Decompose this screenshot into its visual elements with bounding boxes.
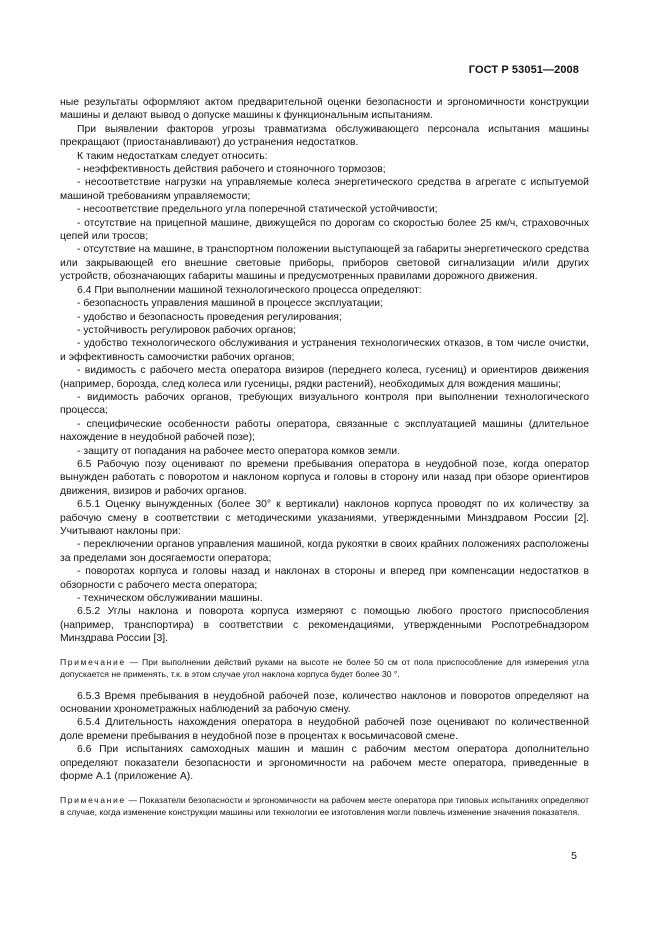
note-1 <box>60 656 589 680</box>
paragraph: - удобство технологического обслуживания и устранения технологических отказов, в том числе очистки, и эффективность самоочистки рабочих органов; <box>60 338 589 363</box>
note-2 <box>60 794 589 818</box>
paragraph: - техническом обслуживании машины. <box>77 593 263 605</box>
paragraph: 6.5.4 Длительность нахождения оператора в неудобной рабочей позе оценивают по количественной доле времени пребывания в неудобной позе в процентах к восьмичасовой смене. <box>60 717 589 742</box>
paragraph: - несоответствие предельного угла поперечной статической устойчивости; <box>77 204 438 216</box>
paragraph-group-secondary <box>60 690 589 784</box>
document-body <box>60 96 589 828</box>
paragraph: - видимость с рабочего места оператора визиров (переднего колеса, гусениц) и ориентиров движения (например, борозда, след колеса или гусеницы, рядки растений), необходимых для вождения машины; <box>60 365 589 390</box>
doc-code-header: ГОСТ Р 53051—2008 <box>468 64 579 76</box>
paragraph: - отсутствие на машине, в транспортном положении выступающей за габариты энергетического средства или закрывающей его внешние световые приборы, приборов световой сигнализации и/или других устройств, обозначающих габариты машины и предусмотренных правилами дорожного движения. <box>60 244 589 283</box>
paragraph: - поворотах корпуса и головы назад и наклонах в стороны и вперед при компенсации недостатков в обзорности с рабочего места оператора; <box>60 566 589 591</box>
paragraph: При выявлении факторов угрозы травматизма обслуживающего персонала испытания машины прекращают (приостанавливают) до устранения недостатков. <box>60 123 589 149</box>
paragraph: 6.5.1 Оценку вынужденных (более 30° к вертикали) наклонов корпуса проводят по их количеству за рабочую смену в соответствии с методическими указаниями, утвержденными Минздравом России [2]. Учитывают наклоны при: <box>60 499 589 537</box>
paragraph: - отсутствие на прицепной машине, движущейся по дорогам со скоростью более 25 км/ч, страховочных цепей или тросов; <box>60 217 589 243</box>
paragraph: - переключении органов управления машиной, когда рукоятки в своих крайних положениях расположены за пределами зон досягаемости оператора; <box>60 539 589 564</box>
paragraph: - защиту от попадания на рабочее место оператора комков земли. <box>77 445 400 457</box>
paragraph: - удобство и безопасность проведения регулирования; <box>77 311 342 323</box>
paragraph: 6.5.3 Время пребывания в неудобной рабочей позе, количество наклонов и поворотов определяют на основании хронометражных наблюдений за рабочую смену. <box>60 690 589 716</box>
paragraph: - специфические особенности работы оператора, связанные с эксплуатацией машины (длительное нахождение в неудобной рабочей позе); <box>60 418 589 444</box>
paragraph: - устойчивость регулировок рабочих органов; <box>77 324 297 336</box>
paragraph-group-main <box>60 96 589 646</box>
paragraph: 6.6 При испытаниях самоходных машин и машин с рабочим местом оператора дополнительно определяют показатели безопасности и эргономичности на рабочем месте оператора, приведенные в форме А.1 (приложение А). <box>60 744 589 783</box>
paragraph: 6.5 Рабочую позу оценивают по времени пребывания оператора в неудобной позе, когда оператор вынужден работать с поворотом и наклоном корпуса и головы в сторону или назад при обзоре ориентиров движения, визиров и рабочих органов. <box>60 458 589 497</box>
paragraph: - безопасность управления машиной в процессе эксплуатации; <box>77 298 383 310</box>
note-2-text: — Показатели безопасности и эргономичности на рабочем месте оператора при типовых испытаниях определяют в случае, когда изменение конструкции машины или технологии ее изготовления могли повлечь изменение значения показателя. <box>60 794 589 817</box>
paragraph: К таким недостаткам следует относить: <box>77 150 268 162</box>
note-1-text: — При выполнении действий руками на высоте не более 50 см от пола приспособление для измерения угла допускается не применять, т.к. в этом случае угол наклона корпуса будет более 30 °. <box>60 656 590 679</box>
paragraph: ные результаты оформляют актом предварительной оценки безопасности и эргономичности конструкции машины и делают вывод о допуске машины к функциональным испытаниям. <box>60 97 589 122</box>
page-number: 5 <box>571 850 577 862</box>
paragraph: 6.5.2 Углы наклона и поворота корпуса измеряют с помощью любого простого приспособления (например, транспортира) в соответствии с рекомендациями, утвержденными Роспотребнадзором Минздрава России [3]. <box>60 606 589 645</box>
paragraph: 6.4 При выполнении машиной технологического процесса определяют: <box>77 284 422 296</box>
note-2-label: Примечание <box>60 794 126 805</box>
paragraph: - видимость рабочих органов, требующих визуального контроля при выполнении технологического процесса; <box>60 391 589 417</box>
note-1-label: Примечание <box>60 656 126 667</box>
paragraph: - неэффективность действия рабочего и стояночного тормозов; <box>77 164 386 176</box>
paragraph: - несоответствие нагрузки на управляемые колеса энергетического средства в агрегате с испытуемой машиной требованиям управляемости; <box>60 177 589 202</box>
